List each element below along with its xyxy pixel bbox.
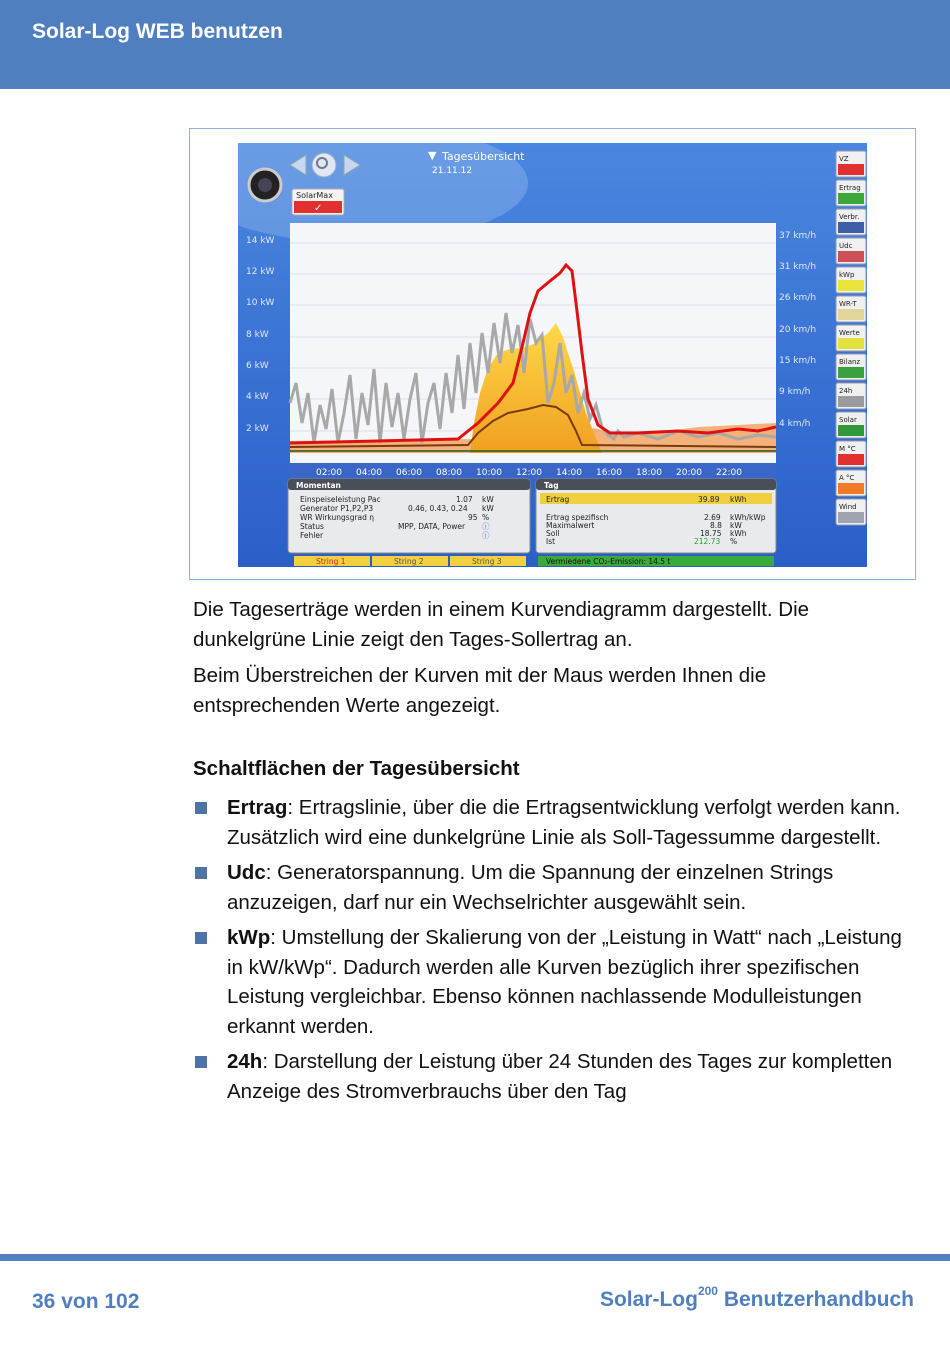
- side-button-solar[interactable]: [836, 412, 866, 438]
- y-tick: 10 kW: [246, 298, 275, 308]
- svg-text:Einspeiseleistung Pac: Einspeiseleistung Pac: [300, 495, 381, 504]
- y-tick: 12 kW: [246, 267, 275, 277]
- bullet-square-icon: [195, 1056, 207, 1068]
- svg-text:A °C: A °C: [839, 474, 855, 482]
- svg-text:Bilanz: Bilanz: [839, 358, 861, 366]
- list-item: [193, 793, 918, 852]
- svg-text:212.73: 212.73: [694, 537, 721, 546]
- svg-text:0.46, 0.43, 0.24: 0.46, 0.43, 0.24: [408, 504, 468, 513]
- svg-text:Ist: Ist: [546, 537, 556, 546]
- list-item-term: Udc: [227, 861, 266, 884]
- svg-text:95: 95: [468, 513, 478, 522]
- y-tick: 4 kW: [246, 392, 269, 402]
- svg-text:kW: kW: [730, 521, 742, 530]
- footer-title-suffix: Benutzerhandbuch: [717, 1288, 914, 1311]
- button-description-list: [193, 793, 918, 1112]
- svg-text:ⓘ: ⓘ: [482, 531, 490, 540]
- side-button-a-temp[interactable]: [836, 470, 866, 496]
- side-button-wr-t[interactable]: [836, 296, 866, 322]
- x-tick: 14:00: [556, 468, 582, 478]
- footer-title-prefix: Solar-Log: [599, 1288, 698, 1311]
- svg-text:Ertrag: Ertrag: [839, 184, 861, 192]
- co2-bar: [538, 556, 774, 566]
- svg-text:18.75: 18.75: [700, 529, 722, 538]
- y2-tick: 15 km/h: [779, 356, 817, 366]
- svg-text:kW: kW: [482, 495, 494, 504]
- page-header: [0, 0, 950, 89]
- y2-tick: 37 km/h: [779, 231, 817, 241]
- x-tick: 16:00: [596, 468, 622, 478]
- svg-text:VZ: VZ: [839, 155, 849, 163]
- list-item-text: : Darstellung der Leistung über 24 Stunden des Tages zur kompletten Anzeige des Stromverbrauchs über den Tag: [227, 1050, 893, 1103]
- x-tick: 22:00: [716, 468, 742, 478]
- x-tick: 20:00: [676, 468, 702, 478]
- svg-text:WR-T: WR-T: [839, 300, 857, 308]
- svg-text:MPP, DATA, Power: MPP, DATA, Power: [398, 522, 466, 531]
- svg-text:Tag: Tag: [544, 481, 559, 490]
- y2-tick: 31 km/h: [779, 262, 817, 272]
- side-button-bilanz[interactable]: [836, 354, 866, 380]
- svg-text:24h: 24h: [839, 387, 853, 395]
- svg-text:Fehler: Fehler: [300, 531, 324, 540]
- page-number: 36 von 102: [32, 1290, 140, 1313]
- list-item-term: kWp: [227, 926, 271, 949]
- bullet-square-icon: [195, 802, 207, 814]
- y2-tick: 4 km/h: [779, 419, 811, 429]
- bullet-square-icon: [195, 867, 207, 879]
- section-heading: Schaltflächen der Tagesübersicht: [193, 757, 520, 780]
- svg-text:1.07: 1.07: [456, 495, 473, 504]
- footer-title-sup: 200: [697, 1284, 718, 1298]
- y-tick: 2 kW: [246, 424, 269, 434]
- x-tick: 02:00: [316, 468, 342, 478]
- list-item: [193, 923, 918, 1041]
- list-item: [193, 1047, 918, 1106]
- svg-text:M °C: M °C: [839, 445, 856, 453]
- tag-panel: [536, 479, 776, 553]
- svg-text:kWh/kWp: kWh/kWp: [730, 513, 766, 522]
- svg-text:WR Wirkungsgrad η: WR Wirkungsgrad η: [300, 513, 375, 522]
- svg-text:Udc: Udc: [839, 242, 853, 250]
- paragraph-2: Beim Überstreichen der Kurven mit der Maus werden Ihnen die entsprechenden Werte angezeigt.: [193, 664, 767, 717]
- svg-text:Generator P1,P2,P3: Generator P1,P2,P3: [300, 504, 374, 513]
- y-tick: 14 kW: [246, 236, 275, 246]
- list-item-term: Ertrag: [227, 796, 288, 819]
- svg-text:String 3: String 3: [472, 557, 502, 566]
- svg-text:Vermiedene CO₂-Emission: 14.5: Vermiedene CO₂-Emission: 14.5 t: [546, 557, 671, 566]
- paragraph-1: Die Tageserträge werden in einem Kurvendiagramm dargestellt. Die dunkelgrüne Linie zeigt den Tages-Sollertrag an.: [193, 598, 810, 651]
- string-1-button[interactable]: [294, 556, 370, 566]
- side-button-kwp[interactable]: [836, 267, 866, 293]
- svg-text:Maximalwert: Maximalwert: [546, 521, 595, 530]
- side-button-udc[interactable]: [836, 238, 866, 264]
- side-button-werte[interactable]: [836, 325, 866, 351]
- list-item: [193, 858, 918, 917]
- header-title: Solar-Log WEB benutzen: [32, 20, 283, 43]
- footer-rule: [0, 1254, 950, 1261]
- zoom-icon[interactable]: [312, 153, 336, 177]
- list-item-text: : Ertragslinie, über die die Ertragsentwicklung verfolgt werden kann. Zusätzlich wird eine dunkelgrüne Linie als Soll-Tagessumme dargestellt.: [227, 796, 901, 849]
- list-item-text: : Umstellung der Skalierung von der „Leistung in Watt“ nach „Leistung in kW/kWp“. Dadurch werden alle Kurven bezüglich ihrer spezifischen Leistung vergleichbar. Ebenso können nachlassende Modulleistungen erkannt werden.: [227, 926, 902, 1038]
- svg-text:Solar: Solar: [839, 416, 857, 424]
- x-tick: 08:00: [436, 468, 462, 478]
- check-icon: ✓: [314, 203, 323, 214]
- bullet-square-icon: [195, 932, 207, 944]
- side-button-wind[interactable]: [836, 499, 866, 525]
- svg-text:Status: Status: [300, 522, 324, 531]
- y2-tick: 9 km/h: [779, 387, 811, 397]
- svg-text:Werte: Werte: [839, 329, 860, 337]
- view-title[interactable]: Tagesübersicht: [442, 150, 525, 163]
- svg-text:ⓘ: ⓘ: [482, 522, 490, 531]
- svg-text:kW: kW: [482, 504, 494, 513]
- svg-text:Ertrag: Ertrag: [546, 495, 570, 504]
- side-button-ertrag[interactable]: [836, 180, 866, 206]
- svg-text:kWh: kWh: [730, 529, 747, 538]
- svg-text:Momentan: Momentan: [296, 481, 341, 490]
- x-tick: 12:00: [516, 468, 542, 478]
- svg-text:2.69: 2.69: [704, 513, 721, 522]
- device-button-label: SolarMax: [296, 191, 333, 200]
- svg-text:Soll: Soll: [546, 529, 560, 538]
- svg-text:%: %: [482, 513, 490, 522]
- svg-text:kWh: kWh: [730, 495, 747, 504]
- side-button-m-temp[interactable]: [836, 441, 866, 467]
- list-item-term: 24h: [227, 1050, 263, 1073]
- side-button-vz[interactable]: [836, 151, 866, 177]
- x-tick: 18:00: [636, 468, 662, 478]
- x-tick: 06:00: [396, 468, 422, 478]
- svg-text:String 1: String 1: [316, 557, 346, 566]
- y-tick: 6 kW: [246, 361, 269, 371]
- x-tick: 10:00: [476, 468, 502, 478]
- view-date: 21.11.12: [432, 166, 473, 176]
- svg-text:Verbr.: Verbr.: [839, 213, 860, 221]
- y2-tick: 26 km/h: [779, 293, 817, 303]
- list-item-text: : Generatorspannung. Um die Spannung der einzelnen Strings anzuzeigen, darf nur ein Wechselrichter ausgewählt sein.: [227, 861, 834, 914]
- string-2-button[interactable]: [372, 556, 448, 566]
- svg-text:Ertrag spezifisch: Ertrag spezifisch: [546, 513, 609, 522]
- y2-tick: 20 km/h: [779, 325, 817, 335]
- svg-text:39.89: 39.89: [698, 495, 720, 504]
- momentan-panel: [288, 479, 530, 553]
- svg-text:String 2: String 2: [394, 557, 424, 566]
- svg-text:kWp: kWp: [839, 271, 855, 279]
- side-button-verbr[interactable]: [836, 209, 866, 235]
- svg-text:Wind: Wind: [839, 503, 857, 511]
- svg-text:%: %: [730, 537, 738, 546]
- y-tick: 8 kW: [246, 330, 269, 340]
- body-text: [193, 595, 913, 727]
- footer-title: [599, 1284, 914, 1312]
- dropdown-arrow-icon[interactable]: ▼: [428, 149, 437, 162]
- svg-text:8.8: 8.8: [710, 521, 722, 530]
- x-tick: 04:00: [356, 468, 382, 478]
- string-3-button[interactable]: [450, 556, 526, 566]
- solarlog-screenshot: [238, 143, 867, 567]
- screenshot-figure: [189, 128, 916, 580]
- side-button-24h[interactable]: [836, 383, 866, 409]
